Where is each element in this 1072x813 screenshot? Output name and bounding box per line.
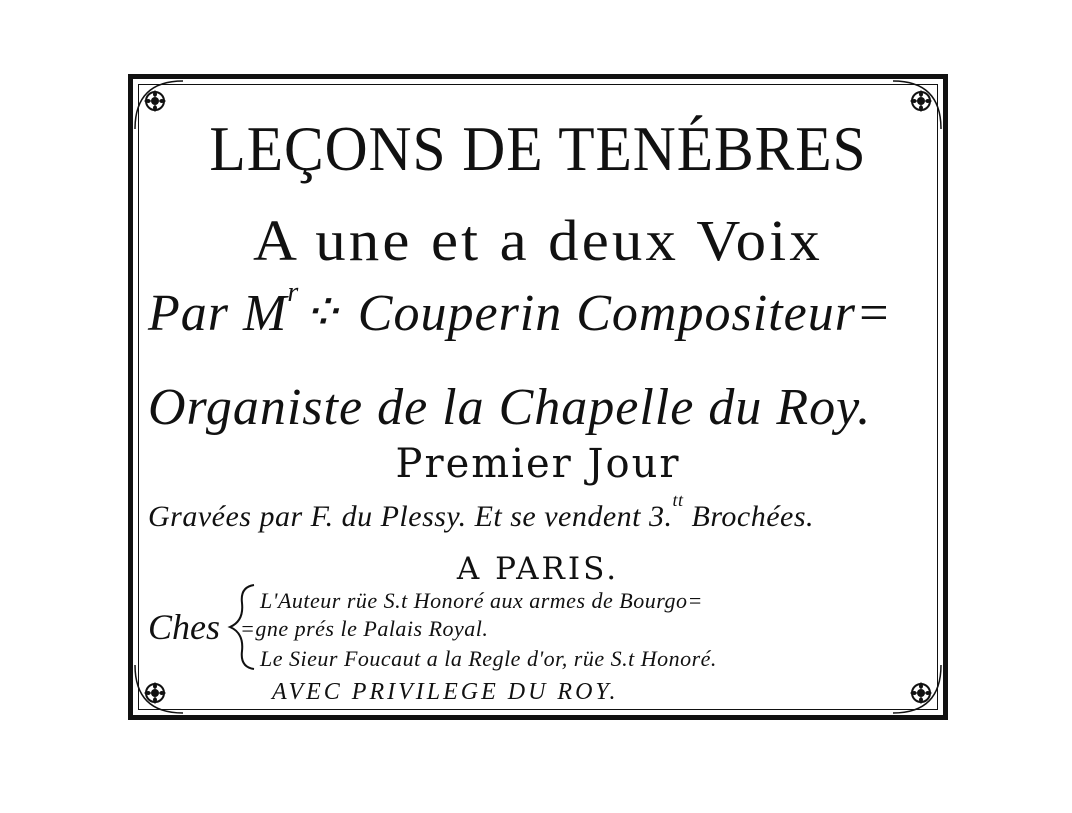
author-superscript: r bbox=[287, 277, 300, 308]
address-line-3: Le Sieur Foucaut a la Regle d'or, rüe S.t Honoré. bbox=[260, 646, 717, 671]
address-line-1: L'Auteur rüe S.t Honoré aux armes de Bourgo= bbox=[260, 588, 703, 613]
address-line-2: =gne prés le Palais Royal. bbox=[240, 616, 489, 641]
privilege-line: AVEC PRIVILEGE DU ROY. bbox=[272, 679, 619, 705]
day-heading: Premier Jour bbox=[395, 441, 681, 487]
corner-ornament-bottom-left bbox=[131, 661, 187, 717]
city-line: A PARIS. bbox=[456, 551, 620, 587]
author-prefix: Par M bbox=[148, 285, 288, 342]
engraver-text: Gravées par F. du Plessy. Et se vendent 3. bbox=[148, 500, 673, 533]
price-unit: tt bbox=[672, 490, 684, 510]
subtitle: A une et a deux Voix bbox=[253, 208, 823, 273]
ches-label: Ches bbox=[148, 607, 220, 647]
corner-ornament-bottom-right bbox=[889, 661, 945, 717]
title: LEÇONS DE TENÉBRES bbox=[209, 113, 867, 184]
engraver-line bbox=[148, 490, 944, 534]
organist-line: Organiste de la Chapelle du Roy. bbox=[148, 379, 872, 436]
engraver-end: Brochées. bbox=[683, 500, 815, 533]
author-line bbox=[148, 277, 944, 343]
author-rest: ⁘ Couperin Compositeur= bbox=[299, 285, 893, 342]
